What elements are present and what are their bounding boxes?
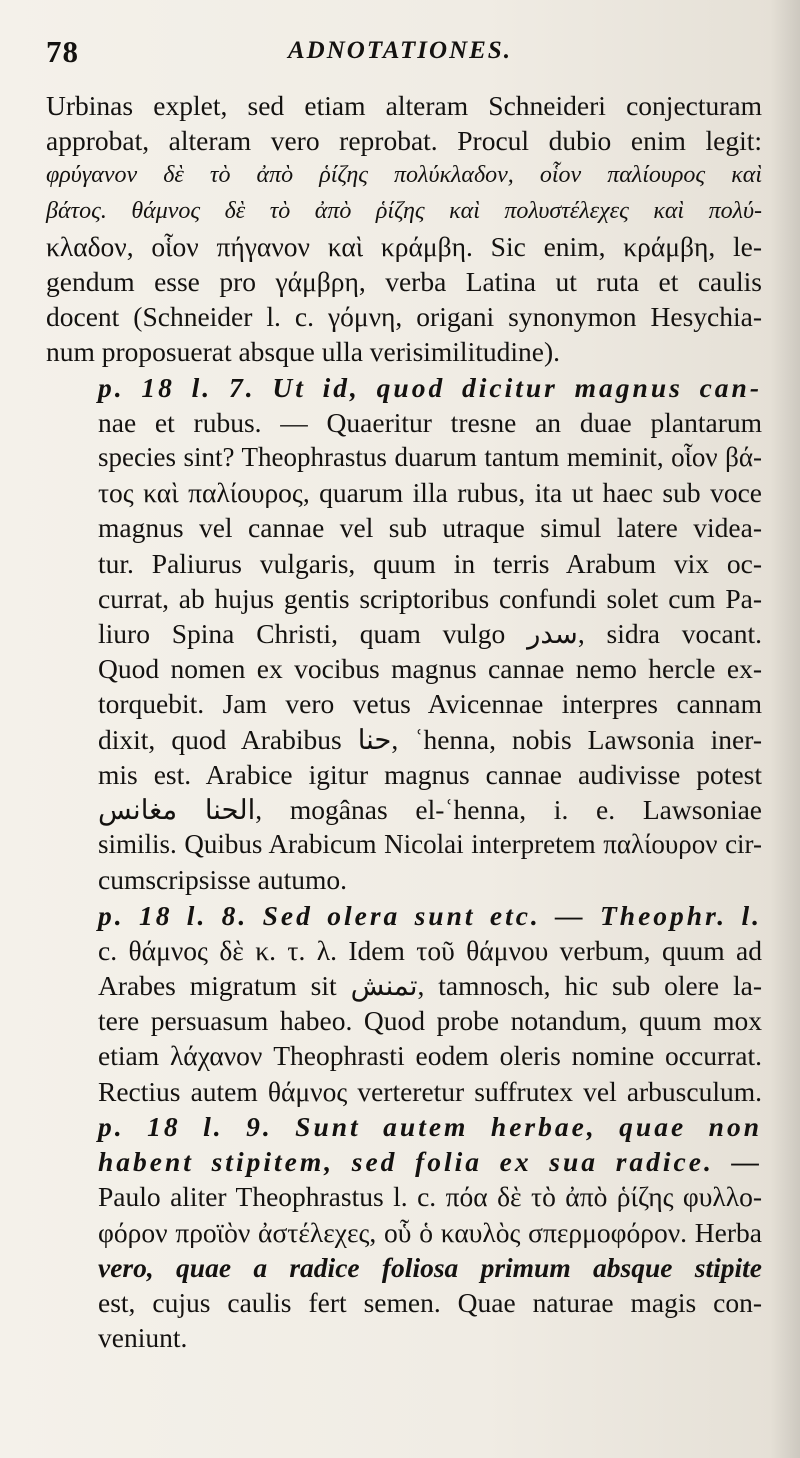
text-line: الحنا مغانس, mogânas el-ʿhenna, i. e. Lawsoniae [98, 794, 762, 826]
text-line: similis. Quibus Arabicum Nicolai interpretem παλίουρον cir- [98, 829, 762, 860]
text-line: magnus vel cannae vel sub utraque simul latere videa- [98, 512, 762, 544]
text-line: τος καὶ παλίουρος, quarum illa rubus, ita ut haec sub voce [98, 477, 762, 509]
paragraph [46, 370, 762, 898]
text-line: tur. Paliurus vulgaris, quum in terris Arabum vix oc- [98, 547, 762, 579]
text-line: torquebit. Jam vero vetus Avicennae interpres cannam [98, 688, 762, 720]
text-line: liuro Spina Christi, quam vulgo سدر, sidra vocant. [98, 618, 762, 650]
lemma-line: p. 18 l. 9. Sunt autem herbae, quae non [98, 1110, 762, 1142]
running-head: ADNOTATIONES. [288, 37, 512, 64]
paragraph [46, 898, 762, 1109]
text-line: veniunt. [98, 1322, 188, 1354]
paragraph [46, 88, 762, 370]
lemma-line: p. 18 l. 7. Ut id, quod dicitur magnus can- [98, 371, 762, 403]
text-line: βάτος. θάμνος δὲ τὸ ἀπὸ ῥίζης καὶ πολυστέλεχες καὶ πολύ- [46, 197, 762, 224]
text-line: Rectius autem θάμνος verteretur suffrutex vel arbusculum. [98, 1075, 762, 1107]
text-line: gendum esse pro γάμβρη, verba Latina ut ruta et caulis [46, 266, 762, 298]
text-line: dixit, quod Arabibus حنا, ʿhenna, nobis Lawsonia iner- [98, 723, 762, 755]
body-text [46, 88, 762, 1355]
lemma-line: habent stipitem, sed folia ex sua radice. — [98, 1146, 762, 1178]
text-line: Paulo aliter Theophrastus l. c. πόα δὲ τὸ ἀπὸ ῥίζης φυλλο- [98, 1181, 762, 1213]
text-line: Quod nomen ex vocibus magnus cannae nemo hercle ex- [98, 653, 762, 685]
text-line: mis est. Arabice igitur magnus cannae audivisse potest [98, 758, 762, 790]
text-line: etiam λάχανον Theophrasti eodem oleris nomine occurrat. [98, 1040, 762, 1072]
text-line: docent (Schneider l. c. γόμνη, origani synonymon Hesychia- [46, 301, 762, 333]
lemma-line: p. 18 l. 8. Sed olera sunt etc. — Theophr. l. [98, 899, 762, 931]
text-line: vero, quae a radice foliosa primum absque stipite [98, 1251, 762, 1283]
text-line: nae et rubus. — Quaeritur tresne an duae plantarum [98, 406, 762, 438]
text-line: num proposuerat absque ulla verisimilitudine). [46, 336, 560, 368]
page-number: 78 [46, 34, 79, 69]
text-line: approbat, alteram vero reprobat. Procul dubio enim legit: [46, 125, 762, 157]
text-line: κλαδον, οἷον πήγανον καὶ κράμβη. Sic enim, κράμβη, le- [46, 230, 762, 262]
paragraph [46, 1109, 762, 1355]
text-line: currat, ab hujus gentis scriptoribus confundi solet cum Pa- [98, 582, 762, 614]
text-line: est, cujus caulis fert semen. Quae naturae magis con- [98, 1286, 762, 1318]
text-line: cumscripsisse autumo. [98, 864, 347, 896]
text-line: Urbinas explet, sed etiam alteram Schneideri conjecturam [46, 90, 762, 121]
text-line: tere persuasum habeo. Quod probe notandum, quum mox [98, 1005, 762, 1037]
text-line: species sint? Theophrastus duarum tantum meminit, οἷον βά- [98, 442, 762, 473]
text-line: Arabes migratum sit تمنش, tamnosch, hic sub olere la- [98, 970, 762, 1002]
text-line: c. θάμνος δὲ κ. τ. λ. Idem τοῦ θάμνου verbum, quum ad [98, 934, 762, 966]
page-header [46, 34, 760, 74]
text-line: φρύγανον δὲ τὸ ἀπὸ ῥίζης πολύκλαδον, οἷον παλίουρος καὶ [46, 162, 762, 189]
text-line: φόρον προϊὸν ἀστέλεχες, οὗ ὁ καυλὸς σπερμοφόρον. Herba [98, 1216, 762, 1248]
page-edge-shadow [770, 0, 800, 1458]
